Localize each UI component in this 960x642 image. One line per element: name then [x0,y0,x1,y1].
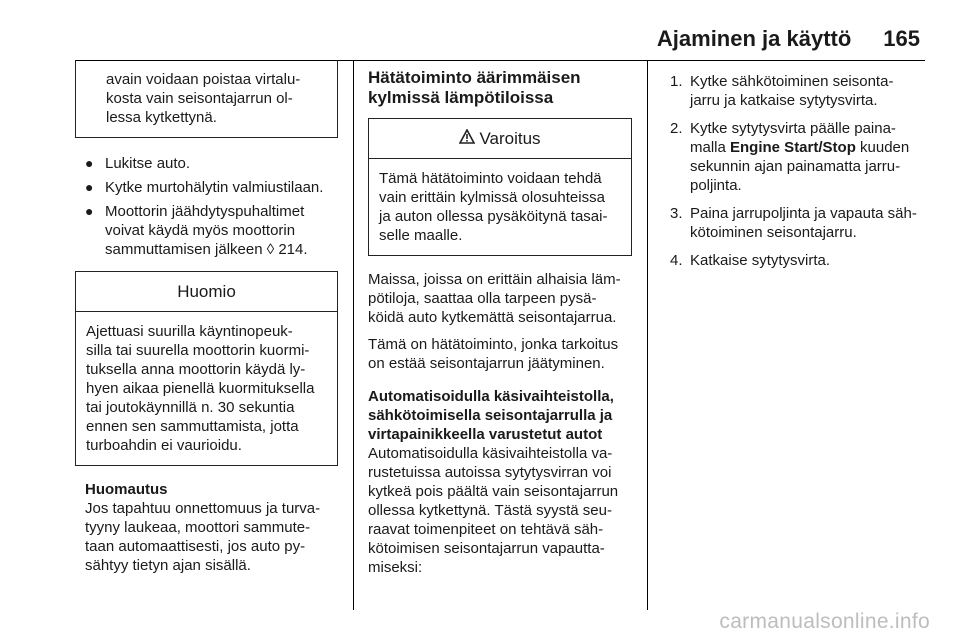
list-item [664,251,926,270]
remark-title: Huomautus [85,481,168,498]
warning-title: Varoitus [479,129,541,148]
subheading [368,387,632,444]
list-item [75,202,338,259]
button-name-text: Engine Start/Stop [730,139,856,156]
text-line: kytkeä pois päältä vain seisontajarrun [368,483,619,500]
bullet-icon: ● [85,155,94,171]
text-line [690,138,926,157]
paragraph [368,444,632,577]
text-line: ja auton ollessa pysäköitynä tasai- [379,208,608,225]
step-number: 3. [670,205,683,222]
column-left [75,60,338,575]
text-line: avain voidaan poistaa virtalu- [106,71,301,88]
text-line: köidä auto kytkemättä seisontajarrua. [368,309,617,326]
text-line: miseksi: [368,559,423,576]
bullet-icon: ● [85,203,94,219]
page-reference-icon: ◊ [266,241,275,258]
column-middle [368,60,632,577]
warning-header [369,119,631,159]
warning-body [369,159,631,255]
text-line: poljinta. [690,177,742,194]
column-divider-1 [353,60,354,610]
page-header [657,26,920,52]
text-line: Moottorin jäähdytyspuhaltimet [105,203,305,220]
text-line: pötiloja, saattaa olla tarpeen pysä- [368,290,597,307]
continued-box [75,60,338,138]
list-item [75,154,338,173]
step-number: 4. [670,252,683,269]
section-heading [368,68,632,108]
text-line: kosta vain seisontajarrun ol- [106,90,293,107]
bullet-list [75,154,338,259]
text-line: sähtyy tietyn ajan sisällä. [85,557,251,574]
text-line: Katkaise sytytysvirta. [690,252,831,269]
text-line: raavat toimenpiteet on tehtävä säh- [368,521,604,538]
heading-line: Hätätoiminto äärimmäisen [368,68,581,87]
text-line: kötoimisen seisontajarrun vapautta- [368,540,605,557]
list-item [664,72,926,110]
text-line: Kytke sähkötoiminen seisonta- [690,73,894,90]
text-run: malla [690,139,731,156]
text-line: Tämä hätätoiminto voidaan tehdä [379,170,602,187]
text-line: Paina jarrupoljinta ja vapauta säh- [690,205,917,222]
text-line: ollessa kytkettynä. Tästä syystä seu- [368,502,612,519]
text-line: tuksella anna moottorin käydä ly- [86,361,306,378]
text-line: Automatisoidulla käsivaihteistolla va- [368,445,613,462]
paragraph [368,335,632,373]
text-line: sähkötoimisella seisontajarrulla ja [368,407,613,424]
list-item [664,119,926,195]
notice-title: Huomio [76,272,337,312]
column-divider-2 [647,60,648,610]
step-number: 2. [670,120,683,137]
text-line: voivat käydä myös moottorin [105,222,296,239]
text-line: silla tai suurella moottorin kuormi- [86,342,310,359]
column-right [664,66,926,279]
text-line: vain erittäin kylmissä olosuhteissa [379,189,605,206]
notice-box [75,271,338,466]
warning-box [368,118,632,256]
warning-icon [459,129,475,148]
text-line: Ajettuasi suurilla käyntinopeuk- [86,323,293,340]
text-line: Lukitse auto. [105,155,191,172]
paragraph [368,270,632,327]
text-line: Tämä on hätätoiminto, jonka tarkoitus [368,336,619,353]
list-item [664,204,926,242]
text-line: on estää seisontajarrun jäätyminen. [368,355,605,372]
text-line: sammuttamisen jälkeen ◊ 214. [105,241,308,258]
text-run: kuuden [855,139,910,156]
remark [75,480,338,575]
text-line: virtapainikkeella varustetut autot [368,426,603,443]
text-line: turboahdin ei vaurioidu. [86,437,242,454]
text-line: kötoiminen seisontajarru. [690,224,857,241]
text-line: jarru ja katkaise sytytysvirta. [690,92,878,109]
steps-list [664,72,926,270]
watermark: carmanualsonline.info [719,610,930,633]
heading-line: kylmissä lämpötiloissa [368,88,554,107]
list-item [75,178,338,197]
text-line: hyen aikaa pienellä kuormituksella [86,380,315,397]
text-line: Automatisoidulla käsivaihteistolla, [368,388,614,405]
text-line: sekunnin ajan painamatta jarru- [690,158,901,175]
text-line: tyyny laukeaa, moottori sammute- [85,519,311,536]
text-line: Jos tapahtuu onnettomuus ja turva- [85,500,321,517]
text-line: selle maalle. [379,227,463,244]
text-line: Kytke sytytysvirta päälle paina- [690,120,896,137]
text-line: Maissa, joissa on erittäin alhaisia läm- [368,271,621,288]
text-line: Kytke murtohälytin valmiustilaan. [105,179,324,196]
header-title: Ajaminen ja käyttö [656,26,852,51]
text-line: taan automaattisesti, jos auto py- [85,538,306,555]
text-line: ennen sen sammuttamista, jotta [86,418,299,435]
bullet-icon: ● [85,179,94,195]
page-number: 165 [883,26,920,51]
text-line: rustetuissa autoissa sytytysvirran voi [368,464,612,481]
text-line: lessa kytkettynä. [106,109,217,126]
notice-body [76,312,337,465]
step-number: 1. [670,73,683,90]
text-line: tai joutokäynnillä n. 30 sekuntia [86,399,295,416]
